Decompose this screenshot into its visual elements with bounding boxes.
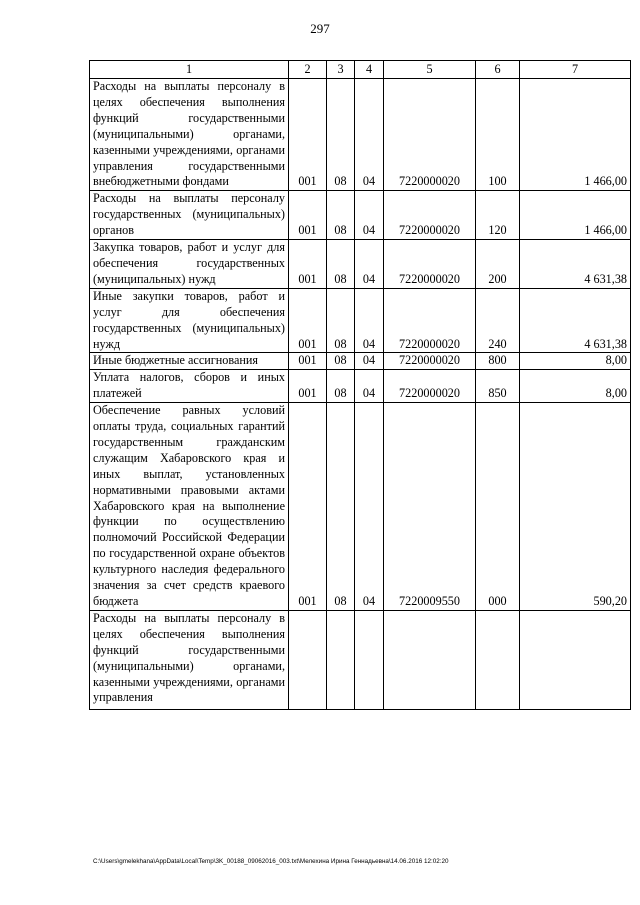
subsection-code: 04 [355,403,384,611]
subsection-code: 04 [355,288,384,353]
expense-description: Расходы на выплаты персоналу в целях обеспечения выполнения функций государственными (муниципальными) органами, казенными учреждениями, органами управления [90,610,289,709]
section-code: 08 [327,353,355,370]
subsection-code [355,610,384,709]
amount: 590,20 [520,403,631,611]
table-row [90,403,631,611]
expense-description: Расходы на выплаты персоналу в целях обеспечения выполнения функций государственными (муниципальными) органами, казенными учреждениями, органами управления государственными внебюджетными фондами [90,79,289,191]
amount: 4 631,38 [520,288,631,353]
page-number: 297 [310,21,330,36]
expense-description: Расходы на выплаты персоналу государственных (муниципальных) органов [90,191,289,240]
expense-description: Обеспечение равных условий оплаты труда, социальных гарантий государственным гражданским служащим Хабаровского края и иных выплат, установленных нормативными правовыми актами Хабаровского края на выполнение функции по осуществлению полномочий Российской Федерации по государственной охране объектов культурного наследия федерального значения за счет средств краевого бюджета [90,403,289,611]
table-row [90,288,631,353]
expense-type-code: 800 [476,353,520,370]
expense-description: Уплата налогов, сборов и иных платежей [90,370,289,403]
subsection-code: 04 [355,240,384,289]
header-cell: 4 [355,61,384,79]
ministry-code: 001 [289,288,327,353]
header-cell: 6 [476,61,520,79]
ministry-code [289,610,327,709]
ministry-code: 001 [289,191,327,240]
section-code: 08 [327,370,355,403]
section-code: 08 [327,79,355,191]
file-path-footer: C:\Users\gmelekhana\AppData\Local\Temp\3K_00188_09062016_003.txt\Мелехина Ирина Геннадьевна\14.06.2016 12:02:20 [93,858,449,865]
expense-type-code [476,610,520,709]
budget-table [89,60,631,710]
expense-description: Иные закупки товаров, работ и услуг для обеспечения государственных (муниципальных) нужд [90,288,289,353]
table-row [90,240,631,289]
section-code: 08 [327,240,355,289]
section-code: 08 [327,191,355,240]
expense-type-code: 850 [476,370,520,403]
section-code: 08 [327,288,355,353]
section-code [327,610,355,709]
header-cell: 3 [327,61,355,79]
ministry-code: 001 [289,79,327,191]
amount: 1 466,00 [520,79,631,191]
ministry-code: 001 [289,353,327,370]
expense-type-code: 120 [476,191,520,240]
amount [520,610,631,709]
ministry-code: 001 [289,240,327,289]
header-cell: 5 [384,61,476,79]
expense-type-code: 100 [476,79,520,191]
subsection-code: 04 [355,79,384,191]
amount: 8,00 [520,370,631,403]
expense-type-code: 200 [476,240,520,289]
target-article-code: 7220000020 [384,353,476,370]
table-row [90,353,631,370]
section-code: 08 [327,403,355,611]
expense-type-code: 240 [476,288,520,353]
header-cell: 1 [90,61,289,79]
target-article-code: 7220000020 [384,370,476,403]
header-row [90,61,631,79]
expense-description: Закупка товаров, работ и услуг для обеспечения государственных (муниципальных) нужд [90,240,289,289]
table-row [90,191,631,240]
amount: 4 631,38 [520,240,631,289]
subsection-code: 04 [355,370,384,403]
target-article-code: 7220000020 [384,79,476,191]
table-row [90,370,631,403]
expense-description: Иные бюджетные ассигнования [90,353,289,370]
ministry-code: 001 [289,370,327,403]
amount: 8,00 [520,353,631,370]
header-cell: 7 [520,61,631,79]
header-cell: 2 [289,61,327,79]
ministry-code: 001 [289,403,327,611]
expense-type-code: 000 [476,403,520,611]
target-article-code [384,610,476,709]
table-row [90,79,631,191]
subsection-code: 04 [355,353,384,370]
table-row-continued [90,610,631,709]
amount: 1 466,00 [520,191,631,240]
target-article-code: 7220000020 [384,288,476,353]
target-article-code: 7220009550 [384,403,476,611]
target-article-code: 7220000020 [384,191,476,240]
subsection-code: 04 [355,191,384,240]
target-article-code: 7220000020 [384,240,476,289]
